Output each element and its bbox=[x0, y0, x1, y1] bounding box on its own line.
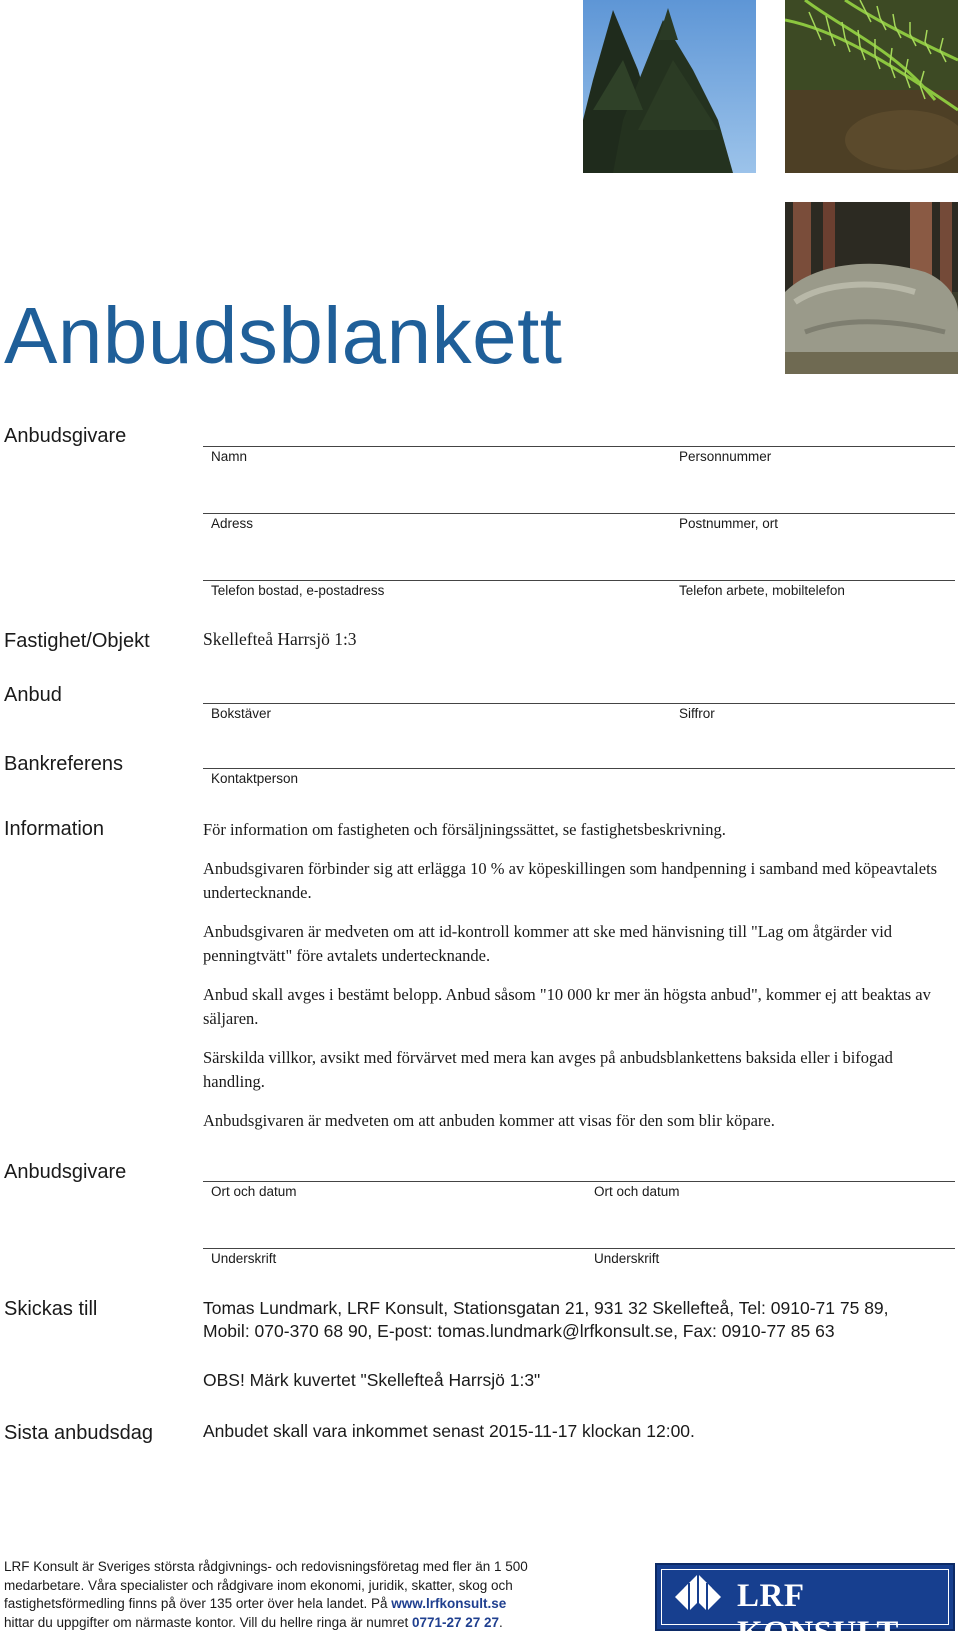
kontaktperson-caption: Kontaktperson bbox=[211, 771, 299, 786]
skickas-till-line2: Mobil: 070-370 68 90, E-post: tomas.lundmark@lrfkonsult.se, Fax: 0910-77 85 63 bbox=[203, 1321, 835, 1341]
information-text bbox=[203, 818, 955, 1148]
namn-caption: Namn bbox=[211, 449, 248, 464]
lrf-konsult-logo bbox=[655, 1563, 955, 1651]
telefon-arbete-caption: Telefon arbete, mobiltelefon bbox=[679, 583, 845, 598]
fastighet-value: Skellefteå Harrsjö 1:3 bbox=[203, 629, 357, 649]
footer-line bbox=[4, 1595, 564, 1614]
footer-line: LRF Konsult är Sveriges största rådgivnings- och redovisningsföretag med fler än 1 500 bbox=[4, 1559, 528, 1574]
footer-text bbox=[4, 1558, 564, 1632]
website-link[interactable]: www.lrfkonsult.se bbox=[391, 1596, 507, 1611]
footer-line bbox=[4, 1614, 564, 1633]
section-label-information: Information bbox=[4, 818, 105, 840]
info-paragraph: Särskilda villkor, avsikt med förvärvet med mera kan avges på anbudsblankettens baksida eller i bifogad handling. bbox=[203, 1048, 893, 1091]
rock-forest-photo bbox=[785, 202, 958, 374]
namn-line[interactable] bbox=[203, 446, 955, 447]
spruce-top-photo bbox=[583, 0, 756, 173]
skickas-till-line1: Tomas Lundmark, LRF Konsult, Stationsgatan 21, 931 32 Skellefteå, Tel: 0910-71 75 89, bbox=[203, 1298, 889, 1318]
info-paragraph: Anbudsgivaren förbinder sig att erlägga 10 % av köpeskillingen som handpenning i samband med köpeavtalets undertecknande. bbox=[203, 859, 938, 902]
footer-line-end: . bbox=[499, 1614, 503, 1630]
telefon-bostad-caption: Telefon bostad, e-postadress bbox=[211, 583, 385, 598]
section-label-skickas-till: Skickas till bbox=[4, 1298, 98, 1320]
obs-note: OBS! Märk kuvertet "Skellefteå Harrsjö 1:3" bbox=[203, 1370, 541, 1390]
page-title: Anbudsblankett bbox=[4, 291, 563, 380]
footer-line-text: hittar du uppgifter om närmaste kontor. Vill du hellre ringa är numret bbox=[4, 1614, 412, 1630]
anbud-line[interactable] bbox=[203, 703, 955, 704]
logo-mark-icon bbox=[667, 1571, 729, 1623]
spruce-branch-photo bbox=[785, 0, 958, 173]
ort-datum-caption-1: Ort och datum bbox=[211, 1184, 297, 1199]
section-label-anbud: Anbud bbox=[4, 684, 62, 706]
logo-text: LRF KONSULT bbox=[737, 1578, 899, 1651]
section-label-anbudsgivare-signature: Anbudsgivare bbox=[4, 1161, 127, 1183]
sista-anbudsdag-value: Anbudet skall vara inkommet senast 2015-11-17 klockan 12:00. bbox=[203, 1421, 695, 1441]
info-paragraph: För information om fastigheten och försäljningssättet, se fastighetsbeskrivning. bbox=[203, 820, 726, 839]
personnummer-caption: Personnummer bbox=[679, 449, 772, 464]
section-label-bankreferens: Bankreferens bbox=[4, 753, 123, 775]
ort-datum-caption-2: Ort och datum bbox=[594, 1184, 680, 1199]
info-paragraph: Anbudsgivaren är medveten om att anbuden kommer att visas för den som blir köpare. bbox=[203, 1111, 775, 1130]
section-label-sista-anbudsdag: Sista anbudsdag bbox=[4, 1422, 154, 1444]
underskrift-caption-1: Underskrift bbox=[211, 1251, 277, 1266]
info-paragraph: Anbud skall avges i bestämt belopp. Anbud såsom "10 000 kr mer än högsta anbud", kommer ej att beaktas av säljaren. bbox=[203, 985, 931, 1028]
section-label-fastighet: Fastighet/Objekt bbox=[4, 630, 150, 652]
adress-line[interactable] bbox=[203, 513, 955, 514]
footer-line-text: fastighetsförmedling finns på över 135 orter över hela landet. På bbox=[4, 1596, 392, 1611]
adress-caption: Adress bbox=[211, 516, 254, 531]
bankreferens-line[interactable] bbox=[203, 768, 955, 769]
footer-line: medarbetare. Våra specialister och rådgivare inom ekonomi, juridik, skatter, skog och bbox=[4, 1577, 513, 1593]
phone-number: 0771-27 27 27 bbox=[411, 1614, 500, 1630]
info-paragraph: Anbudsgivaren är medveten om att id-kontroll kommer att ske med hänvisning till "Lag om åtgärder vid penningtvätt" före avtalets undertecknande. bbox=[203, 922, 893, 965]
underskrift-line[interactable] bbox=[203, 1248, 955, 1249]
siffror-caption: Siffror bbox=[679, 706, 715, 721]
telefon-line[interactable] bbox=[203, 580, 955, 581]
underskrift-caption-2: Underskrift bbox=[594, 1251, 660, 1266]
postnummer-caption: Postnummer, ort bbox=[679, 516, 779, 531]
bokstaver-caption: Bokstäver bbox=[211, 706, 272, 721]
section-label-anbudsgivare: Anbudsgivare bbox=[4, 425, 127, 447]
ort-datum-line[interactable] bbox=[203, 1181, 955, 1182]
